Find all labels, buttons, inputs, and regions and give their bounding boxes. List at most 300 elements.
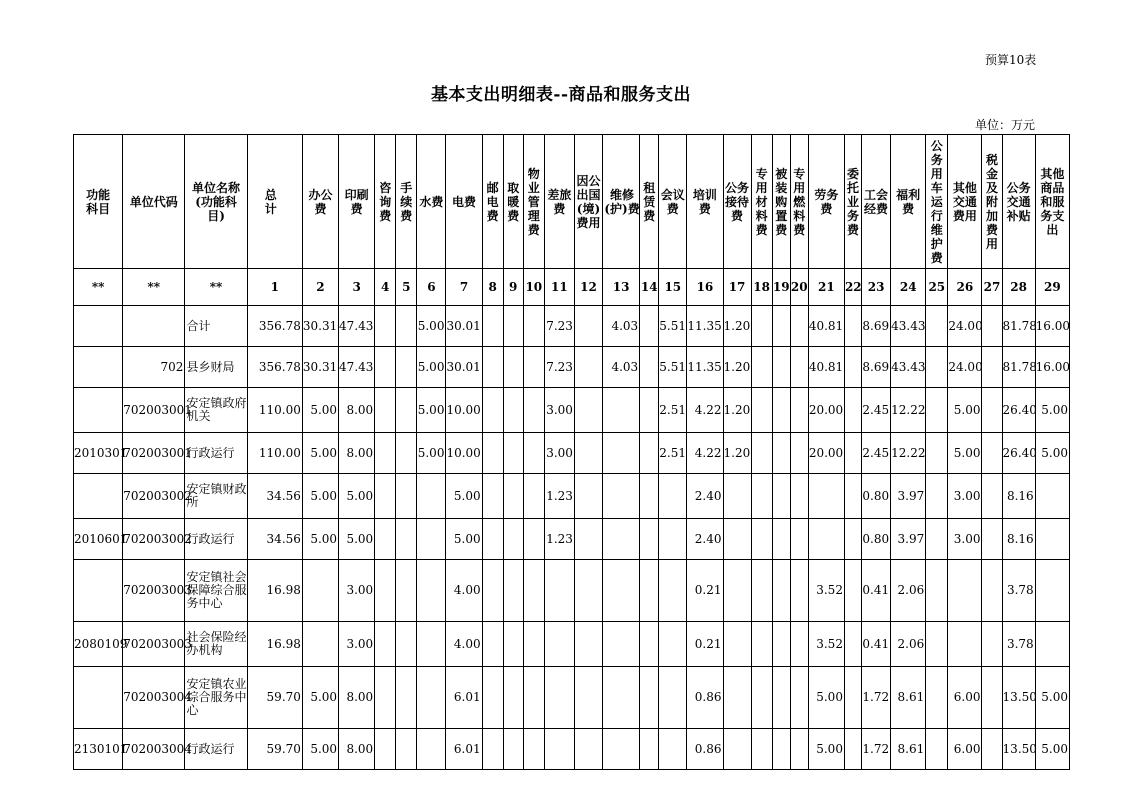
amount-cell: [772, 729, 790, 770]
amount-cell: 5.00: [417, 306, 446, 347]
amount-cell: 5.00: [302, 519, 338, 560]
amount-cell: [523, 622, 544, 667]
amount-cell: 12.22: [891, 388, 926, 433]
amount-cell: 10.00: [446, 433, 482, 474]
amount-cell: [790, 622, 808, 667]
amount-cell: 16.00: [1035, 347, 1069, 388]
unit-code-cell: 702003002: [123, 519, 185, 560]
amount-cell: [603, 560, 640, 622]
amount-cell: 7.23: [544, 347, 574, 388]
amount-cell: [982, 622, 1002, 667]
function-code-cell: [74, 306, 123, 347]
amount-cell: [482, 306, 503, 347]
header-cell: 租赁费: [640, 135, 659, 269]
amount-cell: 2.40: [687, 519, 723, 560]
amount-cell: [396, 519, 417, 560]
column-number-cell: 9: [503, 269, 523, 306]
amount-cell: 43.43: [891, 306, 926, 347]
amount-cell: [544, 560, 574, 622]
amount-cell: [982, 433, 1002, 474]
amount-cell: 1.72: [862, 667, 891, 729]
amount-cell: 81.78: [1002, 306, 1035, 347]
amount-cell: 40.81: [808, 306, 844, 347]
column-number-cell: 22: [844, 269, 861, 306]
amount-cell: [790, 347, 808, 388]
amount-cell: [503, 667, 523, 729]
amount-cell: [982, 729, 1002, 770]
amount-cell: [482, 388, 503, 433]
amount-cell: 8.00: [339, 667, 375, 729]
function-code-cell: [74, 388, 123, 433]
amount-cell: 34.56: [247, 519, 302, 560]
header-cell: 专用材料费: [751, 135, 772, 269]
header-cell: 印刷费: [339, 135, 375, 269]
amount-cell: 356.78: [247, 306, 302, 347]
unit-name-cell: 安定镇社会保障综合服务中心: [185, 560, 247, 622]
amount-cell: [926, 388, 948, 433]
amount-cell: 5.00: [302, 729, 338, 770]
amount-cell: 2.51: [659, 388, 687, 433]
amount-cell: [790, 433, 808, 474]
amount-cell: [574, 347, 602, 388]
table-body: [74, 306, 1070, 770]
amount-cell: 16.98: [247, 560, 302, 622]
amount-cell: [982, 347, 1002, 388]
amount-cell: [926, 433, 948, 474]
amount-cell: 0.21: [687, 622, 723, 667]
amount-cell: [790, 474, 808, 519]
amount-cell: 0.80: [862, 519, 891, 560]
amount-cell: [926, 622, 948, 667]
amount-cell: [640, 667, 659, 729]
table-row: [74, 347, 1070, 388]
table-row: [74, 306, 1070, 347]
amount-cell: [723, 560, 751, 622]
header-cell: 税金及附加费用: [982, 135, 1002, 269]
amount-cell: 3.00: [544, 388, 574, 433]
header-cell: 工会经费: [862, 135, 891, 269]
amount-cell: 3.52: [808, 622, 844, 667]
amount-cell: 8.00: [339, 729, 375, 770]
amount-cell: 13.50: [1002, 667, 1035, 729]
amount-cell: 30.31: [302, 347, 338, 388]
amount-cell: [482, 433, 503, 474]
unit-name-cell: 安定镇农业综合服务中心: [185, 667, 247, 729]
amount-cell: 47.43: [339, 306, 375, 347]
header-cell: 专用燃料费: [790, 135, 808, 269]
amount-cell: [482, 667, 503, 729]
amount-cell: 59.70: [247, 729, 302, 770]
amount-cell: [503, 729, 523, 770]
amount-cell: [375, 519, 396, 560]
function-code-cell: [74, 347, 123, 388]
amount-cell: [375, 347, 396, 388]
header-cell: 邮电费: [482, 135, 503, 269]
amount-cell: [751, 474, 772, 519]
amount-cell: [503, 560, 523, 622]
amount-cell: 0.41: [862, 560, 891, 622]
amount-cell: [844, 560, 861, 622]
amount-cell: [375, 729, 396, 770]
amount-cell: 5.00: [302, 474, 338, 519]
amount-cell: [503, 474, 523, 519]
amount-cell: 5.00: [808, 729, 844, 770]
amount-cell: [482, 622, 503, 667]
table-row: [74, 388, 1070, 433]
unit-code-cell: 702003004: [123, 729, 185, 770]
amount-cell: 11.35: [687, 347, 723, 388]
amount-cell: 5.00: [339, 519, 375, 560]
amount-cell: [790, 306, 808, 347]
amount-cell: 110.00: [247, 388, 302, 433]
amount-cell: 2.45: [862, 388, 891, 433]
column-number-cell: 23: [862, 269, 891, 306]
page-title: 基本支出明细表--商品和服务支出: [430, 85, 692, 105]
amount-cell: [640, 433, 659, 474]
amount-cell: [523, 433, 544, 474]
amount-cell: [844, 306, 861, 347]
amount-cell: [659, 560, 687, 622]
table-row: [74, 622, 1070, 667]
header-cell: 手续费: [396, 135, 417, 269]
amount-cell: 4.03: [603, 347, 640, 388]
amount-cell: 0.86: [687, 729, 723, 770]
column-number-cell: 18: [751, 269, 772, 306]
amount-cell: [1035, 519, 1069, 560]
amount-cell: [640, 729, 659, 770]
amount-cell: 2.06: [891, 560, 926, 622]
amount-cell: [751, 347, 772, 388]
amount-cell: [417, 519, 446, 560]
amount-cell: [808, 519, 844, 560]
amount-cell: [723, 667, 751, 729]
amount-cell: 110.00: [247, 433, 302, 474]
amount-cell: 2.40: [687, 474, 723, 519]
unit-name-cell: 社会保险经办机构: [185, 622, 247, 667]
amount-cell: [375, 560, 396, 622]
amount-cell: [417, 622, 446, 667]
amount-cell: [375, 622, 396, 667]
table-row: [74, 667, 1070, 729]
column-number-cell: 14: [640, 269, 659, 306]
amount-cell: 3.00: [948, 519, 982, 560]
unit-label: 单位：万元: [975, 118, 1036, 132]
column-number-row: [74, 269, 1070, 306]
amount-cell: 8.00: [339, 388, 375, 433]
header-cell: 取暖费: [503, 135, 523, 269]
amount-cell: [603, 388, 640, 433]
header-cell: 办公费: [302, 135, 338, 269]
header-cell: 公务交通补贴: [1002, 135, 1035, 269]
amount-cell: 24.00: [948, 306, 982, 347]
amount-cell: 24.00: [948, 347, 982, 388]
amount-cell: 5.00: [302, 433, 338, 474]
amount-cell: [772, 667, 790, 729]
unit-name-cell: 合计: [185, 306, 247, 347]
function-code-cell: [74, 667, 123, 729]
amount-cell: 5.00: [808, 667, 844, 729]
amount-cell: [751, 388, 772, 433]
amount-cell: 0.21: [687, 560, 723, 622]
amount-cell: [640, 388, 659, 433]
amount-cell: [982, 519, 1002, 560]
amount-cell: [751, 433, 772, 474]
unit-code-cell: 702003004: [123, 667, 185, 729]
header-cell: 维修(护)费: [603, 135, 640, 269]
amount-cell: 2.45: [862, 433, 891, 474]
column-number-cell: 13: [603, 269, 640, 306]
amount-cell: [603, 474, 640, 519]
amount-cell: 16.98: [247, 622, 302, 667]
amount-cell: 5.00: [302, 667, 338, 729]
amount-cell: 356.78: [247, 347, 302, 388]
column-number-cell: 11: [544, 269, 574, 306]
amount-cell: [723, 622, 751, 667]
amount-cell: 4.00: [446, 622, 482, 667]
amount-cell: [574, 388, 602, 433]
column-number-cell: **: [74, 269, 123, 306]
column-number-cell: 25: [926, 269, 948, 306]
column-number-cell: 16: [687, 269, 723, 306]
amount-cell: 4.22: [687, 433, 723, 474]
amount-cell: 5.00: [417, 388, 446, 433]
column-number-cell: 4: [375, 269, 396, 306]
amount-cell: [772, 433, 790, 474]
amount-cell: 34.56: [247, 474, 302, 519]
amount-cell: [417, 729, 446, 770]
amount-cell: [1035, 622, 1069, 667]
amount-cell: [417, 474, 446, 519]
function-code-cell: 2010601: [74, 519, 123, 560]
amount-cell: [640, 622, 659, 667]
unit-name-cell: 行政运行: [185, 729, 247, 770]
amount-cell: [844, 667, 861, 729]
amount-cell: [396, 667, 417, 729]
amount-cell: [302, 560, 338, 622]
amount-cell: 3.78: [1002, 622, 1035, 667]
amount-cell: 5.00: [417, 433, 446, 474]
column-number-cell: 24: [891, 269, 926, 306]
header-cell: 培训费: [687, 135, 723, 269]
unit-name-cell: 安定镇政府机关: [185, 388, 247, 433]
amount-cell: [396, 729, 417, 770]
amount-cell: 8.61: [891, 667, 926, 729]
amount-cell: 0.41: [862, 622, 891, 667]
amount-cell: 5.00: [446, 474, 482, 519]
amount-cell: [640, 347, 659, 388]
header-cell: 因公出国(境)费用: [574, 135, 602, 269]
amount-cell: 30.01: [446, 306, 482, 347]
function-code-cell: 2080109: [74, 622, 123, 667]
header-cell: 电费: [446, 135, 482, 269]
amount-cell: [574, 667, 602, 729]
amount-cell: [844, 388, 861, 433]
amount-cell: [982, 667, 1002, 729]
column-number-cell: 17: [723, 269, 751, 306]
amount-cell: [659, 729, 687, 770]
amount-cell: 1.20: [723, 388, 751, 433]
amount-cell: 26.40: [1002, 433, 1035, 474]
amount-cell: [772, 347, 790, 388]
amount-cell: 6.00: [948, 667, 982, 729]
amount-cell: 8.16: [1002, 474, 1035, 519]
unit-code-cell: 702003001: [123, 433, 185, 474]
amount-cell: [1035, 474, 1069, 519]
amount-cell: [723, 729, 751, 770]
column-number-cell: 2: [302, 269, 338, 306]
header-cell: 物业管理费: [523, 135, 544, 269]
header-cell: 被装购置费: [772, 135, 790, 269]
function-code-cell: 2130101: [74, 729, 123, 770]
amount-cell: [375, 433, 396, 474]
amount-cell: 2.51: [659, 433, 687, 474]
amount-cell: 4.00: [446, 560, 482, 622]
amount-cell: [751, 622, 772, 667]
amount-cell: [948, 560, 982, 622]
amount-cell: [844, 622, 861, 667]
amount-cell: [375, 306, 396, 347]
table-row: [74, 519, 1070, 560]
amount-cell: [523, 306, 544, 347]
amount-cell: [844, 474, 861, 519]
amount-cell: [659, 474, 687, 519]
amount-cell: 8.16: [1002, 519, 1035, 560]
unit-code-cell: [123, 306, 185, 347]
amount-cell: [772, 474, 790, 519]
amount-cell: [503, 306, 523, 347]
amount-cell: [790, 388, 808, 433]
header-cell: 其他商品和服务支出: [1035, 135, 1069, 269]
amount-cell: [926, 667, 948, 729]
amount-cell: 8.69: [862, 306, 891, 347]
amount-cell: 81.78: [1002, 347, 1035, 388]
amount-cell: [603, 622, 640, 667]
amount-cell: [574, 729, 602, 770]
amount-cell: 43.43: [891, 347, 926, 388]
amount-cell: [948, 622, 982, 667]
table-row: [74, 474, 1070, 519]
column-number-cell: 19: [772, 269, 790, 306]
header-cell: 咨询费: [375, 135, 396, 269]
amount-cell: 16.00: [1035, 306, 1069, 347]
amount-cell: [640, 519, 659, 560]
amount-cell: 5.00: [1035, 667, 1069, 729]
column-number-cell: 26: [948, 269, 982, 306]
amount-cell: 1.20: [723, 433, 751, 474]
header-cell: 委托业务费: [844, 135, 861, 269]
amount-cell: [544, 667, 574, 729]
amount-cell: 1.20: [723, 347, 751, 388]
amount-cell: [640, 474, 659, 519]
amount-cell: [751, 306, 772, 347]
amount-cell: [574, 519, 602, 560]
amount-cell: [640, 306, 659, 347]
amount-cell: [523, 347, 544, 388]
amount-cell: [396, 622, 417, 667]
function-code-cell: [74, 560, 123, 622]
amount-cell: [574, 560, 602, 622]
column-number-cell: **: [123, 269, 185, 306]
amount-cell: [574, 306, 602, 347]
amount-cell: [396, 560, 417, 622]
amount-cell: [482, 474, 503, 519]
amount-cell: [772, 388, 790, 433]
amount-cell: [751, 560, 772, 622]
amount-cell: 11.35: [687, 306, 723, 347]
amount-cell: [523, 667, 544, 729]
amount-cell: [790, 729, 808, 770]
amount-cell: 5.00: [417, 347, 446, 388]
column-number-cell: 6: [417, 269, 446, 306]
unit-code-cell: 702003003: [123, 560, 185, 622]
amount-cell: [503, 388, 523, 433]
column-number-cell: **: [185, 269, 247, 306]
amount-cell: [417, 560, 446, 622]
column-number-cell: 28: [1002, 269, 1035, 306]
column-number-cell: 1: [247, 269, 302, 306]
amount-cell: 6.00: [948, 729, 982, 770]
amount-cell: [640, 560, 659, 622]
amount-cell: [926, 729, 948, 770]
amount-cell: 8.00: [339, 433, 375, 474]
amount-cell: [523, 560, 544, 622]
unit-code-cell: 702003003: [123, 622, 185, 667]
amount-cell: [417, 667, 446, 729]
amount-cell: [482, 347, 503, 388]
amount-cell: [659, 667, 687, 729]
amount-cell: 1.72: [862, 729, 891, 770]
amount-cell: [982, 560, 1002, 622]
amount-cell: [790, 667, 808, 729]
amount-cell: 8.69: [862, 347, 891, 388]
amount-cell: [482, 519, 503, 560]
amount-cell: [926, 347, 948, 388]
amount-cell: 3.00: [339, 622, 375, 667]
amount-cell: 3.00: [544, 433, 574, 474]
amount-cell: [844, 347, 861, 388]
amount-cell: 5.00: [339, 474, 375, 519]
amount-cell: 5.51: [659, 347, 687, 388]
amount-cell: 0.86: [687, 667, 723, 729]
header-cell: 总 计: [247, 135, 302, 269]
unit-code-cell: 702003002: [123, 474, 185, 519]
amount-cell: [751, 667, 772, 729]
column-number-cell: 20: [790, 269, 808, 306]
amount-cell: [1035, 560, 1069, 622]
amount-cell: [844, 519, 861, 560]
header-cell: 劳务费: [808, 135, 844, 269]
amount-cell: [772, 560, 790, 622]
amount-cell: [603, 729, 640, 770]
amount-cell: [396, 433, 417, 474]
amount-cell: 8.61: [891, 729, 926, 770]
amount-cell: 10.00: [446, 388, 482, 433]
amount-cell: 5.00: [1035, 729, 1069, 770]
column-number-cell: 8: [482, 269, 503, 306]
unit-name-cell: 县乡财局: [185, 347, 247, 388]
amount-cell: [523, 474, 544, 519]
amount-cell: [574, 622, 602, 667]
column-number-cell: 10: [523, 269, 544, 306]
amount-cell: [523, 519, 544, 560]
amount-cell: [603, 519, 640, 560]
header-cell: 其他交通费用: [948, 135, 982, 269]
amount-cell: [926, 519, 948, 560]
amount-cell: 47.43: [339, 347, 375, 388]
amount-cell: [982, 306, 1002, 347]
amount-cell: [375, 667, 396, 729]
budget-table: [73, 134, 1070, 770]
